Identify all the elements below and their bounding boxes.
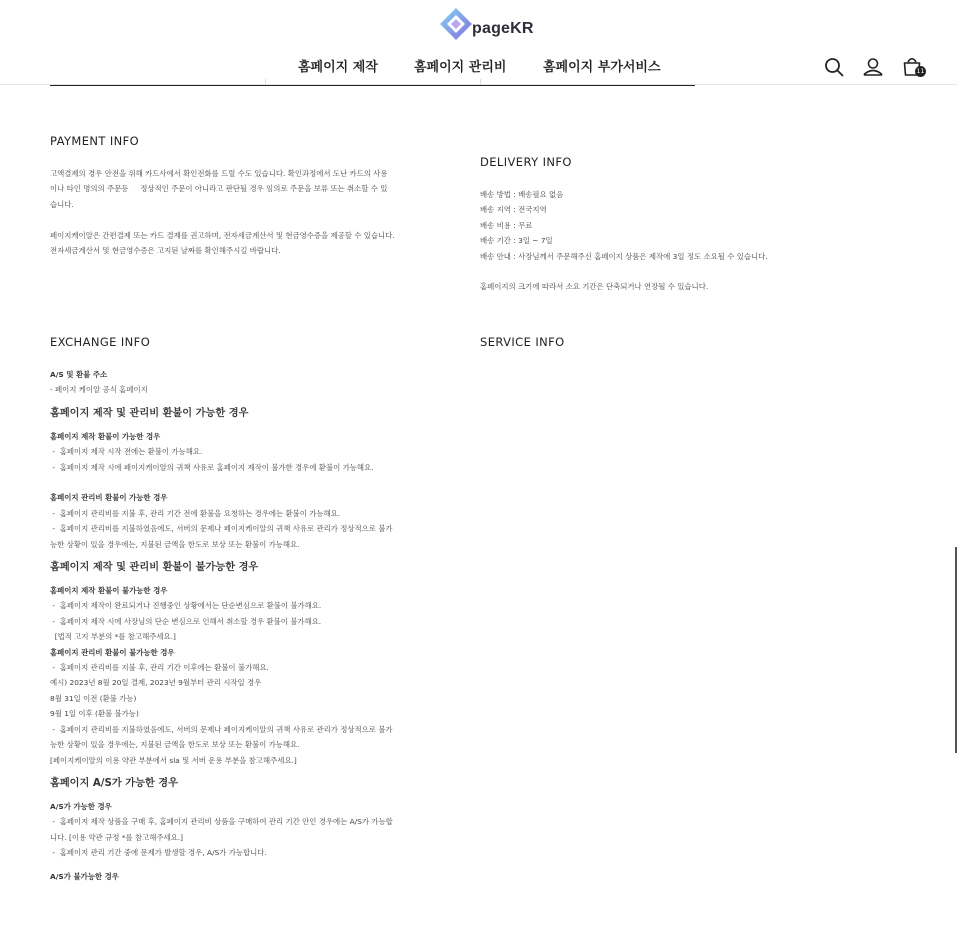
exchange-line: - 홈페이지 관리비를 지불하였음에도, 서버의 문제나 페이지케이알의 귀책 사유로 관리가 정상적으로 불가: [50, 724, 393, 734]
exchange-line: - 홈페이지 관리비를 지불 후, 관리 기간 전에 환불을 요청하는 경우에는 환불이 가능해요.: [50, 508, 341, 518]
as-possible-heading: 홈페이지 A/S가 가능한 경우: [50, 777, 178, 789]
logo-mark-icon: [438, 6, 474, 42]
logo[interactable]: [438, 6, 534, 42]
exchange-line: [법적 고지 부분의 *를 참고해주세요.]: [50, 632, 176, 642]
search-button[interactable]: [823, 56, 845, 78]
payment-info-text: [50, 166, 455, 258]
exchange-line: - 홈페이지 제작 상품을 구매 후, 홈페이지 관리비 상품을 구매하여 관리 기간 안인 경우에는 A/S가 가능합: [50, 817, 393, 827]
nav-item-homepage-maintenance[interactable]: 홈페이지 관리비: [414, 60, 507, 75]
exchange-line: - 홈페이지 제작이 완료되거나 진행중인 상황에서는 단순변심으로 환불이 불가해요.: [50, 601, 322, 611]
tab-divider: [50, 85, 695, 86]
exchange-line: 9월 1일 이후 (환불 불가능): [50, 709, 139, 719]
fee-refund-ok-title: 홈페이지 관리비 환불이 가능한 경우: [50, 493, 168, 503]
payment-info-title: PAYMENT INFO: [50, 134, 140, 148]
exchange-line: 8월 31일 이전 (환불 가능): [50, 693, 137, 703]
delivery-line: 배송 비용 : 무료: [480, 220, 533, 230]
as-address-title: A/S 및 환불 주소: [50, 370, 108, 379]
main-nav: [298, 56, 683, 75]
delivery-info-title: DELIVERY INFO: [480, 155, 572, 169]
as-no-title: A/S가 불가능한 경우: [50, 871, 119, 881]
exchange-line: 능한 상황이 있을 경우에는, 지불된 금액을 한도로 보상 또는 환불이 가능해요.: [50, 740, 300, 750]
cart-button[interactable]: [901, 56, 923, 78]
delivery-line: 배송 기간 : 3일 ~ 7일: [480, 236, 553, 246]
make-refund-no-title: 홈페이지 제작 환불이 불가능한 경우: [50, 586, 168, 596]
delivery-line: 배송 안내 : 사장님께서 주문해주신 홈페이지 상품은 제작에 3일 정도 소요될 수 있습니다.: [480, 251, 768, 261]
payment-line: 고액결제의 경우 안전을 위해 카드사에서 확인전화를 드릴 수도 있습니다. 확인과정에서 도난 카드의 사용: [50, 169, 388, 178]
exchange-line: - 홈페이지 관리비를 지불 후, 관리 기간 이후에는 환불이 불가해요.: [50, 663, 269, 673]
delivery-line: 배송 지역 : 전국지역: [480, 205, 547, 215]
user-icon: [862, 56, 884, 78]
as-ok-title: A/S가 가능한 경우: [50, 801, 112, 811]
refund-impossible-heading: 홈페이지 제작 및 관리비 환불이 불가능한 경우: [50, 562, 259, 574]
refund-possible-heading: 홈페이지 제작 및 관리비 환불이 가능한 경우: [50, 407, 249, 419]
make-refund-ok-title: 홈페이지 제작 환불이 가능한 경우: [50, 431, 161, 441]
fee-refund-no-title: 홈페이지 관리비 환불이 불가능한 경우: [50, 647, 175, 657]
account-button[interactable]: [862, 56, 884, 78]
exchange-line: 능한 상황이 있을 경우에는, 지불된 금액을 한도로 보상 또는 환불이 가능해요.: [50, 539, 300, 549]
payment-line: 전자세금계산서 및 현금영수증은 고지된 날짜를 확인해주시길 바랍니다.: [50, 246, 281, 256]
exchange-line: - 홈페이지 관리비를 지불하였음에도, 서버의 문제나 페이지케이알의 귀책 사유로 관리가 정상적으로 불가: [50, 524, 393, 534]
exchange-line: - 홈페이지 관리 기간 중에 문제가 발생할 경우, A/S가 가능합니다.: [50, 848, 267, 858]
exchange-line: 니다. [이용 약관 규정 *를 참고해주세요.]: [50, 832, 183, 842]
nav-item-homepage-extra-services[interactable]: 홈페이지 부가서비스: [543, 60, 661, 75]
payment-line: 습니다.: [50, 199, 74, 209]
exchange-info-text: [50, 367, 455, 884]
exchange-line: - 홈페이지 제작 시에 페이지케이알의 귀책 사유로 홈페이지 제작이 불가한 경우에 환불이 가능해요.: [50, 462, 374, 472]
site-header: [0, 0, 957, 85]
logo-text: pageKR: [472, 20, 534, 37]
payment-line: 이나 타인 명의의 주문등 정상적인 주문이 아니라고 판단될 경우 임의로 주문을 보류 또는 취소할 수 있: [50, 184, 388, 194]
search-icon: [823, 56, 845, 78]
payment-line: 페이지케이알은 간편결제 또는 카드 결제를 권고하며, 전자세금계산서 및 현금영수증을 제공할 수 있습니다.: [50, 230, 395, 240]
exchange-info-title: EXCHANGE INFO: [50, 335, 151, 349]
exchange-line: 예시) 2023년 8월 20일 결제, 2023년 9월부터 관리 시작일 경우: [50, 678, 262, 688]
exchange-line: [페이지케이알의 이용 약관 부분에서 sla 및 서버 운용 부분을 참고해주세요.]: [50, 755, 297, 765]
exchange-line: - 홈페이지 제작 시작 전에는 환불이 가능해요.: [50, 447, 203, 457]
exchange-line: - 페이지 케이알 공식 홈페이지: [50, 385, 148, 395]
cart-count-badge: 11: [916, 68, 925, 75]
delivery-line: 배송 방법 : 배송필요 없음: [480, 190, 564, 199]
delivery-line: 홈페이지의 크기에 따라서 소요 기간은 단축되거나 연장될 수 있습니다.: [480, 282, 709, 292]
nav-item-homepage-production[interactable]: 홈페이지 제작: [298, 60, 378, 75]
exchange-line: - 홈페이지 제작 시에 사장님의 단순 변심으로 인해서 취소할 경우 환불이 불가해요.: [50, 616, 322, 626]
service-info-title: SERVICE INFO: [480, 335, 565, 349]
delivery-info-text: [480, 187, 910, 295]
